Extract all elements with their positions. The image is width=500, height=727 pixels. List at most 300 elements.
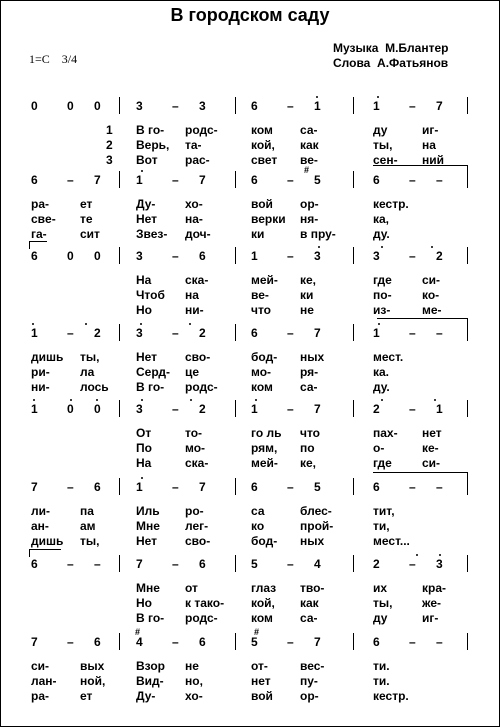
note: – — [67, 557, 74, 571]
bar-line — [467, 478, 468, 495]
lyric-syllable: це — [185, 365, 200, 379]
lyric-syllable: кой, — [251, 138, 275, 152]
lyric-syllable: ни- — [185, 303, 204, 317]
lyric-syllable: от — [185, 581, 198, 595]
bar-line — [235, 97, 236, 114]
note: – — [409, 557, 416, 571]
sharp-icon: # — [254, 627, 260, 637]
lyric-syllable: На — [136, 456, 152, 470]
note: 6 — [31, 249, 38, 263]
note: 6 — [251, 99, 258, 113]
key-signature: 1=C 3/4 — [29, 52, 78, 66]
bar-line — [235, 478, 236, 495]
lyric-syllable: их — [373, 581, 388, 595]
octave-dot — [141, 170, 143, 172]
lyric-syllable: Ду- — [136, 197, 156, 211]
bar-line — [235, 400, 236, 417]
note: – — [67, 173, 74, 187]
lyric-syllable: ты, — [80, 534, 100, 548]
lyric-syllable: ти, — [373, 519, 390, 533]
octave-dot — [96, 399, 98, 401]
lyric-syllable: Мне — [136, 581, 160, 595]
lyric-syllable: ла — [80, 365, 95, 379]
lyric-syllable: ком — [251, 123, 273, 137]
note: 0 — [31, 99, 38, 113]
lyric-syllable: ти. — [373, 674, 390, 688]
bar-line — [467, 324, 468, 341]
note: 1 — [314, 99, 321, 113]
lyric-syllable: по- — [373, 288, 392, 302]
bar-line — [467, 97, 468, 114]
note: 7 — [314, 402, 321, 416]
lyric-syllable: к тако- — [185, 596, 225, 610]
lyric-syllable: верки — [251, 212, 286, 226]
lyric-syllable: ком — [251, 380, 273, 394]
note: 1 — [251, 402, 258, 416]
octave-dot — [189, 323, 191, 325]
lyric-syllable: бод- — [251, 534, 278, 548]
note: 3 — [136, 326, 143, 340]
note: 7 — [31, 635, 38, 649]
lyric-syllable: то- — [185, 426, 203, 440]
note: 7 — [94, 173, 101, 187]
lyric-syllable: где — [373, 456, 392, 470]
octave-dot — [255, 399, 257, 401]
note: 6 — [251, 480, 258, 494]
note: 2 — [436, 249, 443, 263]
bar-line — [353, 97, 354, 114]
note: – — [172, 480, 179, 494]
note: – — [409, 480, 416, 494]
bar-line — [467, 400, 468, 417]
bar-line — [467, 633, 468, 650]
lyric-syllable: мест. — [373, 350, 404, 364]
tie-end — [29, 241, 30, 249]
bar-line — [119, 555, 120, 572]
lyric-syllable: тит, — [373, 504, 395, 518]
lyric-syllable: ня- — [300, 212, 319, 226]
lyric-syllable: ду — [373, 123, 388, 137]
lyric-syllable: ко- — [422, 288, 440, 302]
lyric-syllable: родс- — [185, 123, 218, 137]
lyric-syllable: На — [136, 273, 152, 287]
lyric-syllable: в пру- — [300, 227, 336, 241]
octave-dot — [416, 554, 418, 556]
lyric-syllable: ет — [80, 689, 93, 703]
note: – — [172, 249, 179, 263]
note: – — [409, 99, 416, 113]
bar-line — [353, 247, 354, 264]
lyric-syllable: Вот — [136, 153, 158, 167]
lyric-syllable: ска- — [185, 456, 209, 470]
lyric-syllable: пу- — [300, 674, 318, 688]
tie-end — [29, 549, 30, 557]
tie — [29, 241, 47, 242]
lyric-syllable: сво- — [185, 534, 211, 548]
lyric-syllable: ду. — [373, 227, 390, 241]
note: 2 — [199, 402, 206, 416]
lyric-syllable: Верь, — [136, 138, 170, 152]
note: – — [287, 326, 294, 340]
lyric-syllable: сен- — [373, 153, 398, 167]
score-system — [1, 478, 499, 558]
score-system — [1, 400, 499, 480]
note: – — [172, 557, 179, 571]
lyric-syllable: Иль — [136, 504, 160, 518]
bar-line — [119, 97, 120, 114]
note: – — [409, 402, 416, 416]
lyric-syllable: ки — [300, 288, 314, 302]
note: – — [287, 635, 294, 649]
lyric-syllable: ри- — [31, 365, 50, 379]
lyric-syllable: ки — [251, 227, 265, 241]
lyric-syllable: ных — [300, 534, 325, 548]
lyric-syllable: тво- — [300, 581, 325, 595]
note: – — [287, 480, 294, 494]
note: 4 — [136, 635, 143, 649]
lyric-syllable: прой- — [300, 519, 334, 533]
note: 7 — [136, 557, 143, 571]
bar-line — [119, 478, 120, 495]
note: 7 — [314, 635, 321, 649]
lyric-syllable: сит — [80, 227, 100, 241]
verse-number: 2 — [106, 138, 113, 152]
lyric-syllable: са- — [300, 611, 318, 625]
octave-dot — [378, 323, 380, 325]
octave-dot — [140, 323, 142, 325]
note: 6 — [373, 635, 380, 649]
note: – — [172, 326, 179, 340]
lyric-syllable: ний — [422, 153, 445, 167]
note: 4 — [314, 557, 321, 571]
lyric-syllable: ду. — [373, 380, 390, 394]
note: 6 — [373, 480, 380, 494]
note: 6 — [94, 480, 101, 494]
lyric-syllable: кра- — [422, 581, 447, 595]
note: – — [436, 326, 443, 340]
lyric-syllable: ных — [300, 350, 325, 364]
bar-line — [353, 171, 354, 188]
lyric-syllable: ска- — [185, 273, 209, 287]
song-title: В городском саду — [170, 5, 330, 25]
lyric-syllable: па — [80, 504, 94, 518]
lyric-syllable: ор- — [300, 197, 319, 211]
note: 7 — [199, 480, 206, 494]
note: – — [436, 173, 443, 187]
lyric-syllable: от- — [251, 659, 268, 673]
note: 2 — [373, 402, 380, 416]
lyric-syllable: ты, — [80, 350, 100, 364]
lyric-syllable: доч- — [185, 227, 211, 241]
note: 6 — [199, 635, 206, 649]
note: 0 — [67, 249, 74, 263]
lyric-syllable: иг- — [422, 611, 439, 625]
lyric-syllable: лан- — [31, 674, 57, 688]
note: – — [67, 326, 74, 340]
lyric-syllable: ет — [80, 197, 93, 211]
lyric-syllable: те — [80, 212, 93, 226]
lyric-syllable: ор- — [300, 689, 319, 703]
bar-line — [119, 247, 120, 264]
note: 5 — [314, 480, 321, 494]
note: – — [172, 402, 179, 416]
tie-end — [467, 472, 468, 480]
score-system — [1, 627, 499, 713]
lyric-syllable: В го- — [136, 123, 165, 137]
note: 0 — [94, 99, 101, 113]
note: 6 — [251, 326, 258, 340]
note: 1 — [373, 99, 380, 113]
note: 2 — [373, 557, 380, 571]
lyric-syllable: го ль — [251, 426, 282, 440]
verse-number: 1 — [106, 123, 113, 137]
score-system — [1, 324, 499, 404]
lyric-syllable: сво- — [185, 350, 211, 364]
lyric-syllable: Нет — [136, 212, 158, 226]
lyric-syllable: ве- — [251, 288, 269, 302]
octave-dot — [33, 399, 35, 401]
tie-end — [467, 318, 468, 326]
lyric-syllable: что — [300, 426, 321, 440]
note: 1 — [31, 402, 38, 416]
lyric-syllable: Звез- — [136, 227, 168, 241]
lyric-syllable: нет — [251, 674, 271, 688]
lyric-syllable: ко — [251, 519, 265, 533]
note: 0 — [94, 402, 101, 416]
tie — [373, 165, 467, 166]
verse-number: 3 — [106, 153, 113, 167]
octave-dot — [377, 96, 379, 98]
lyric-syllable: ты, — [373, 596, 393, 610]
note: 0 — [67, 402, 74, 416]
lyric-syllable: В го- — [136, 611, 165, 625]
lyric-syllable: на- — [185, 212, 203, 226]
bar-line — [353, 478, 354, 495]
lyric-syllable: свe- — [31, 212, 56, 226]
tie — [29, 549, 61, 550]
octave-dot — [141, 399, 143, 401]
octave-dot — [190, 399, 192, 401]
note: 1 — [136, 480, 143, 494]
lyric-syllable: хо- — [185, 197, 203, 211]
lyric-syllable: ро- — [185, 504, 204, 518]
lyric-syllable: лось — [80, 380, 109, 394]
lyric-syllable: кестр. — [373, 197, 409, 211]
lyric-syllable: блес- — [300, 504, 332, 518]
lyric-syllable: ка, — [373, 212, 390, 226]
bar-line — [119, 633, 120, 650]
bar-line — [353, 324, 354, 341]
score-system — [1, 247, 499, 327]
lyric-syllable: Взор — [136, 659, 165, 673]
note: 0 — [94, 249, 101, 263]
lyric-syllable: как — [300, 596, 319, 610]
lyric-syllable: глаз — [251, 581, 277, 595]
tie-end — [467, 165, 468, 173]
note: – — [172, 99, 179, 113]
lyric-syllable: как — [300, 138, 319, 152]
note: 1 — [251, 249, 258, 263]
lyric-syllable: Но — [136, 596, 152, 610]
lyric-syllable: вой — [251, 689, 273, 703]
lyric-syllable: ду — [373, 611, 388, 625]
note: – — [287, 99, 294, 113]
bar-line — [235, 247, 236, 264]
bar-line — [235, 633, 236, 650]
lyric-syllable: мей- — [251, 273, 278, 287]
note: 2 — [94, 326, 101, 340]
score-system — [1, 555, 499, 635]
lyric-syllable: си- — [31, 659, 50, 673]
lyric-syllable: От — [136, 426, 152, 440]
lyrics-credit: Слова А.Фатьянов — [333, 56, 449, 70]
lyric-syllable: ной, — [80, 674, 106, 688]
bar-line — [353, 555, 354, 572]
lyric-syllable: ке, — [300, 456, 317, 470]
note: 6 — [199, 557, 206, 571]
octave-dot — [316, 96, 318, 98]
lyric-syllable: В го- — [136, 380, 165, 394]
bar-line — [353, 633, 354, 650]
note: – — [287, 402, 294, 416]
bar-line — [235, 171, 236, 188]
lyric-syllable: мест... — [373, 534, 410, 548]
lyric-syllable: ке- — [422, 441, 439, 455]
note: 1 — [373, 326, 380, 340]
note: – — [287, 173, 294, 187]
lyric-syllable: не — [185, 659, 199, 673]
octave-dot — [439, 554, 441, 556]
lyric-syllable: кой, — [251, 596, 275, 610]
note: 5 — [314, 173, 321, 187]
lyric-syllable: си- — [422, 273, 441, 287]
lyric-syllable: хо- — [185, 689, 203, 703]
lyric-syllable: Вид- — [136, 674, 164, 688]
lyric-syllable: са- — [300, 380, 318, 394]
lyric-syllable: пах- — [373, 426, 398, 440]
note: 6 — [373, 173, 380, 187]
tie — [377, 318, 467, 319]
lyric-syllable: вых — [80, 659, 105, 673]
note: 1 — [436, 402, 443, 416]
lyric-syllable: Мне — [136, 519, 160, 533]
note: 3 — [373, 249, 380, 263]
lyric-syllable: ли- — [31, 504, 50, 518]
octave-dot — [141, 477, 143, 479]
note: 3 — [136, 249, 143, 263]
lyric-syllable: си- — [422, 456, 441, 470]
octave-dot — [85, 323, 87, 325]
sharp-icon: # — [304, 165, 310, 175]
note: 3 — [136, 402, 143, 416]
note: – — [94, 557, 101, 571]
lyric-syllable: ни- — [31, 380, 50, 394]
lyric-syllable: ра- — [31, 689, 49, 703]
lyric-syllable: Ду- — [136, 689, 156, 703]
note: 0 — [67, 99, 74, 113]
lyric-syllable: ра- — [31, 197, 49, 211]
lyric-syllable: бод- — [251, 350, 278, 364]
note: 3 — [314, 249, 321, 263]
lyric-syllable: ти. — [373, 659, 390, 673]
lyric-syllable: ме- — [422, 303, 442, 317]
note: 7 — [199, 173, 206, 187]
lyric-syllable: мей- — [251, 456, 278, 470]
note: – — [67, 480, 74, 494]
lyric-syllable: ве- — [300, 153, 318, 167]
octave-dot — [381, 399, 383, 401]
bar-line — [467, 171, 468, 188]
lyric-syllable: из- — [373, 303, 391, 317]
note: – — [436, 480, 443, 494]
note: – — [287, 249, 294, 263]
lyric-syllable: дишь — [31, 534, 64, 548]
lyric-syllable: мо- — [185, 441, 206, 455]
lyric-syllable: Но — [136, 303, 152, 317]
lyric-syllable: Серд- — [136, 365, 170, 379]
lyric-syllable: Нет — [136, 350, 158, 364]
bar-line — [119, 324, 120, 341]
bar-line — [467, 555, 468, 572]
lyric-syllable: по — [300, 441, 315, 455]
lyric-syllable: кестр. — [373, 689, 409, 703]
note: 5 — [251, 635, 258, 649]
note: 7 — [31, 480, 38, 494]
lyric-syllable: са — [251, 504, 265, 518]
note: – — [436, 635, 443, 649]
lyric-syllable: ан- — [31, 519, 49, 533]
lyric-syllable: ты, — [373, 138, 393, 152]
tie — [373, 472, 467, 473]
note: 7 — [314, 326, 321, 340]
lyric-syllable: рям, — [251, 441, 278, 455]
lyric-syllable: свет — [251, 153, 278, 167]
note: 1 — [31, 326, 38, 340]
note: 7 — [436, 99, 443, 113]
octave-dot — [32, 323, 34, 325]
note: 2 — [199, 326, 206, 340]
lyric-syllable: на — [185, 288, 199, 302]
bar-line — [119, 171, 120, 188]
note: 1 — [136, 173, 143, 187]
note: – — [287, 557, 294, 571]
octave-dot — [434, 399, 436, 401]
bar-line — [119, 400, 120, 417]
lyric-syllable: нет — [422, 426, 442, 440]
lyric-syllable: ком — [251, 611, 273, 625]
lyric-syllable: Нет — [136, 534, 158, 548]
lyric-syllable: не — [300, 303, 314, 317]
lyric-syllable: о- — [373, 441, 385, 455]
note: 6 — [199, 249, 206, 263]
lyric-syllable: мо- — [251, 365, 272, 379]
note: 6 — [31, 173, 38, 187]
octave-dot — [318, 246, 320, 248]
lyric-syllable: но, — [185, 674, 203, 688]
lyric-syllable: что — [251, 303, 272, 317]
lyric-syllable: вой — [251, 197, 273, 211]
note: – — [409, 249, 416, 263]
lyric-syllable: ам — [80, 519, 96, 533]
note: 6 — [31, 557, 38, 571]
music-credit: Музыка М.Блантер — [333, 41, 449, 55]
octave-dot — [70, 399, 72, 401]
note: 6 — [94, 635, 101, 649]
lyric-syllable: дишь — [31, 350, 64, 364]
score-system — [1, 165, 499, 251]
note: – — [67, 635, 74, 649]
lyric-syllable: родс- — [185, 611, 218, 625]
